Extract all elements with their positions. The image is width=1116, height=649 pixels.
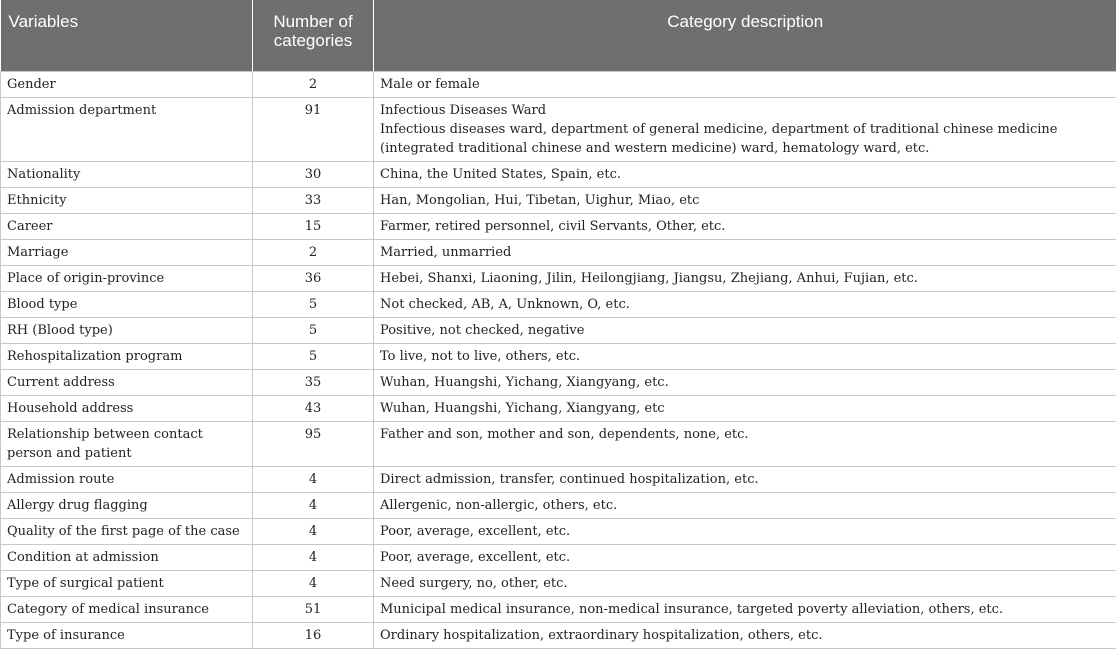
variable-cell: Admission route (1, 467, 253, 493)
variable-cell: Career (1, 214, 253, 240)
table-row (1, 370, 1116, 396)
description-line: Male or female (380, 75, 1110, 94)
description-line: Direct admission, transfer, continued hospitalization, etc. (380, 470, 1110, 489)
table-row (1, 188, 1116, 214)
table-row (1, 623, 1116, 649)
table-row (1, 467, 1116, 493)
header-row (1, 0, 1116, 72)
variable-cell: Nationality (1, 162, 253, 188)
category-count-cell: 16 (253, 623, 374, 649)
category-description-cell (374, 545, 1116, 571)
category-description-cell (374, 292, 1116, 318)
category-count-cell: 4 (253, 467, 374, 493)
variable-cell: Marriage (1, 240, 253, 266)
category-count-cell: 4 (253, 519, 374, 545)
category-count-cell: 33 (253, 188, 374, 214)
category-description-cell (374, 422, 1116, 467)
description-line: Hebei, Shanxi, Liaoning, Jilin, Heilongjiang, Jiangsu, Zhejiang, Anhui, Fujian, etc. (380, 269, 1110, 288)
category-count-cell: 2 (253, 72, 374, 98)
description-line: Need surgery, no, other, etc. (380, 574, 1110, 593)
category-description-cell (374, 162, 1116, 188)
category-count-cell: 4 (253, 571, 374, 597)
variable-cell: Current address (1, 370, 253, 396)
category-count-cell: 35 (253, 370, 374, 396)
category-count-cell: 15 (253, 214, 374, 240)
variable-cell: Ethnicity (1, 188, 253, 214)
table-row (1, 597, 1116, 623)
table-row (1, 240, 1116, 266)
category-description-cell (374, 98, 1116, 162)
variable-cell: Type of surgical patient (1, 571, 253, 597)
category-count-cell: 5 (253, 318, 374, 344)
category-count-cell: 4 (253, 545, 374, 571)
category-description-cell (374, 597, 1116, 623)
description-line: Poor, average, excellent, etc. (380, 548, 1110, 567)
variable-cell: Place of origin-province (1, 266, 253, 292)
variable-cell: Gender (1, 72, 253, 98)
category-count-cell: 5 (253, 292, 374, 318)
variable-cell: Relationship between contact person and patient (1, 422, 253, 467)
category-description-cell (374, 519, 1116, 545)
category-description-cell (374, 623, 1116, 649)
table-row (1, 571, 1116, 597)
description-line: Positive, not checked, negative (380, 321, 1110, 340)
header-number-of-categories: Number of categories (253, 0, 374, 72)
description-line: Ordinary hospitalization, extraordinary hospitalization, others, etc. (380, 626, 1110, 645)
table-row (1, 519, 1116, 545)
description-line: Han, Mongolian, Hui, Tibetan, Uighur, Miao, etc (380, 191, 1110, 210)
variable-cell: Condition at admission (1, 545, 253, 571)
description-line: Poor, average, excellent, etc. (380, 522, 1110, 541)
category-description-cell (374, 370, 1116, 396)
description-line: Infectious Diseases Ward (380, 101, 1110, 120)
variable-cell: Admission department (1, 98, 253, 162)
variable-cell: RH (Blood type) (1, 318, 253, 344)
table-header (1, 0, 1116, 72)
table-row (1, 493, 1116, 519)
category-count-cell: 30 (253, 162, 374, 188)
variable-cell: Category of medical insurance (1, 597, 253, 623)
category-description-cell (374, 396, 1116, 422)
description-line: China, the United States, Spain, etc. (380, 165, 1110, 184)
description-line: Wuhan, Huangshi, Yichang, Xiangyang, etc (380, 399, 1110, 418)
table-row (1, 344, 1116, 370)
table-body (1, 72, 1116, 649)
description-line: Infectious diseases ward, department of general medicine, department of traditional chinese medicine (integrated traditional chinese and western medicine) ward, hematology ward, etc. (380, 120, 1110, 158)
category-count-cell: 2 (253, 240, 374, 266)
variable-cell: Rehospitalization program (1, 344, 253, 370)
variable-cell: Blood type (1, 292, 253, 318)
variable-cell: Household address (1, 396, 253, 422)
category-description-cell (374, 467, 1116, 493)
description-line: Allergenic, non-allergic, others, etc. (380, 496, 1110, 515)
category-description-cell (374, 344, 1116, 370)
category-description-cell (374, 240, 1116, 266)
category-count-cell: 91 (253, 98, 374, 162)
variable-cell: Allergy drug flagging (1, 493, 253, 519)
category-description-cell (374, 188, 1116, 214)
table-row (1, 545, 1116, 571)
description-line: To live, not to live, others, etc. (380, 347, 1110, 366)
description-line: Not checked, AB, A, Unknown, O, etc. (380, 295, 1110, 314)
table-row (1, 318, 1116, 344)
description-line: Municipal medical insurance, non-medical insurance, targeted poverty alleviation, others, etc. (380, 600, 1110, 619)
table-row (1, 422, 1116, 467)
category-count-cell: 4 (253, 493, 374, 519)
variable-cell: Type of insurance (1, 623, 253, 649)
category-count-cell: 51 (253, 597, 374, 623)
variable-cell: Quality of the first page of the case (1, 519, 253, 545)
category-count-cell: 5 (253, 344, 374, 370)
table-row (1, 214, 1116, 240)
table-row (1, 266, 1116, 292)
table-row (1, 72, 1116, 98)
category-description-cell (374, 318, 1116, 344)
category-description-cell (374, 266, 1116, 292)
header-category-description: Category description (374, 0, 1116, 72)
table-row (1, 162, 1116, 188)
table-row (1, 98, 1116, 162)
description-line: Father and son, mother and son, dependents, none, etc. (380, 425, 1110, 444)
category-description-cell (374, 214, 1116, 240)
category-description-cell (374, 571, 1116, 597)
table-row (1, 292, 1116, 318)
description-line: Farmer, retired personnel, civil Servants, Other, etc. (380, 217, 1110, 236)
category-count-cell: 95 (253, 422, 374, 467)
category-count-cell: 43 (253, 396, 374, 422)
table-row (1, 396, 1116, 422)
header-variables: Variables (1, 0, 253, 72)
category-description-cell (374, 72, 1116, 98)
description-line: Married, unmarried (380, 243, 1110, 262)
category-count-cell: 36 (253, 266, 374, 292)
category-description-cell (374, 493, 1116, 519)
description-line: Wuhan, Huangshi, Yichang, Xiangyang, etc. (380, 373, 1110, 392)
